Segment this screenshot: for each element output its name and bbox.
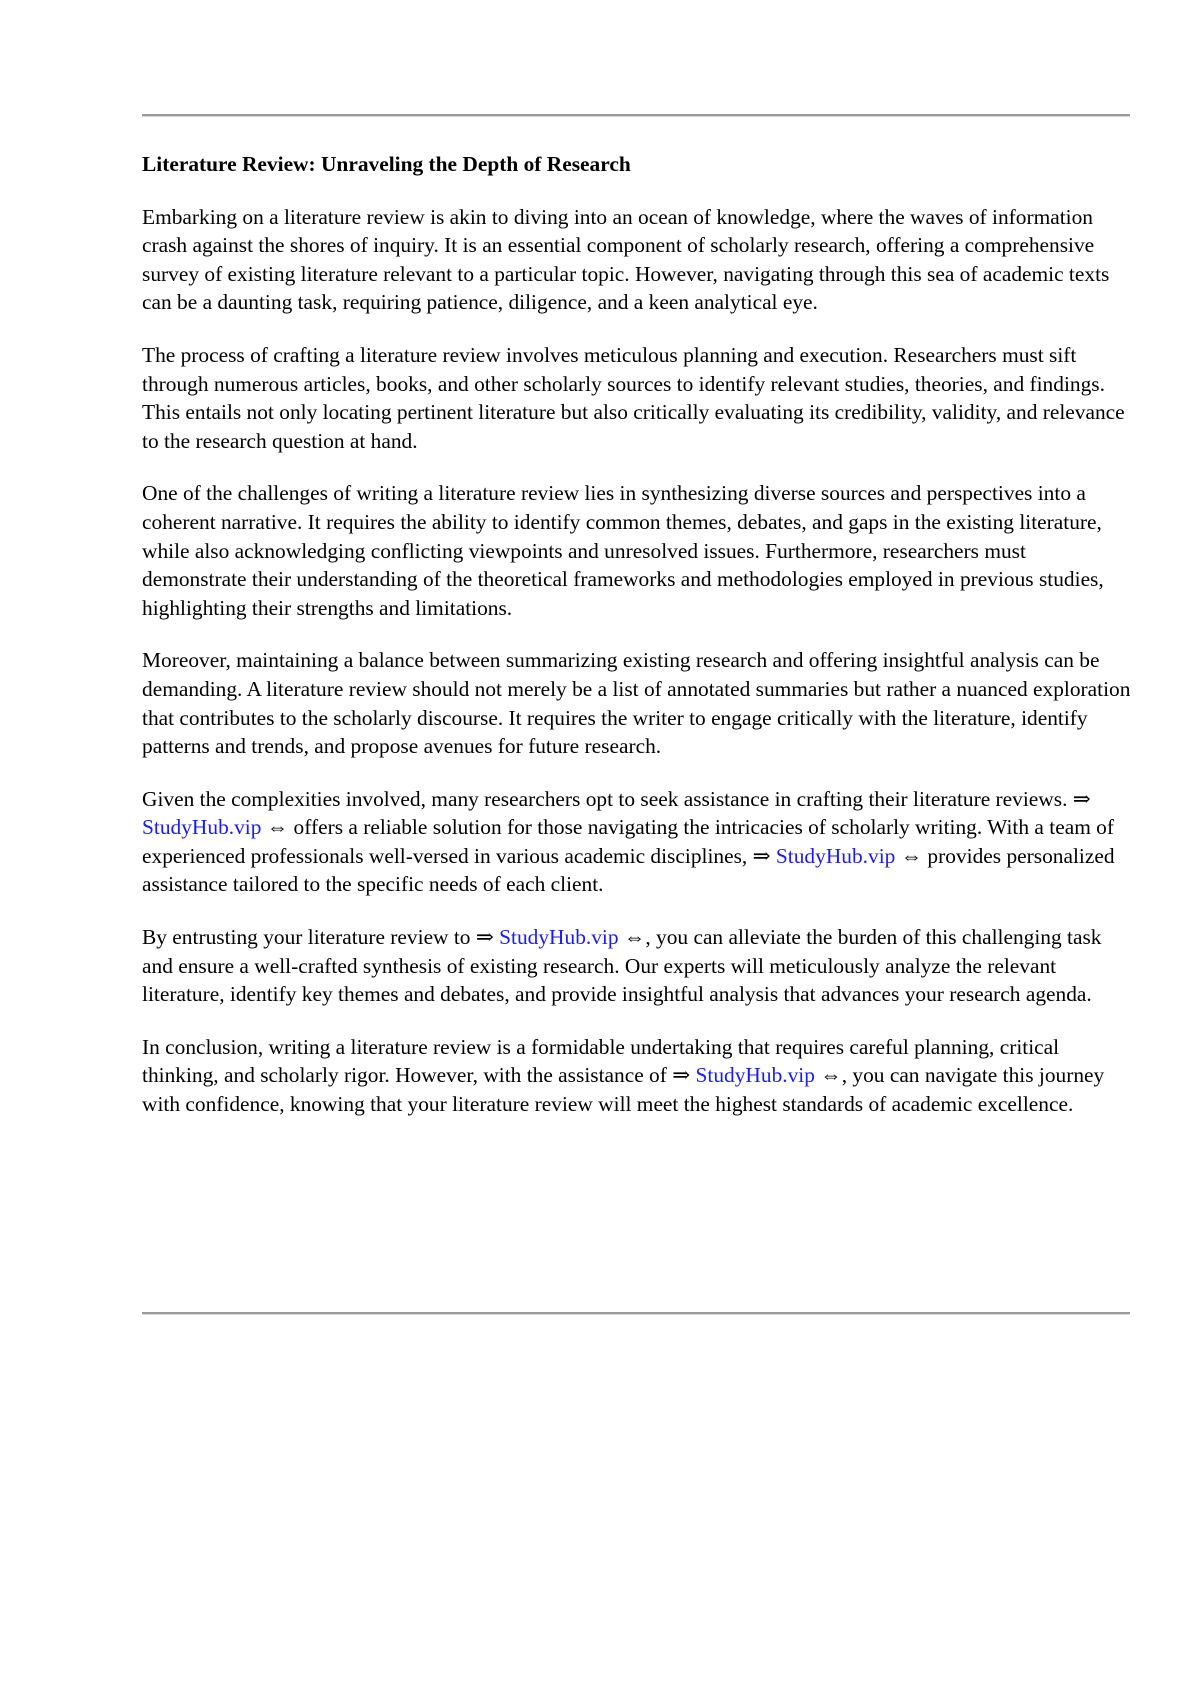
paragraph-7-text-1: In conclusion, writing a literature review is a formidable undertaking that requires careful planning, critical thinking, and scholarly rigor. However, with the assistance of ⇒: [142, 1034, 1060, 1088]
paragraph-5: [142, 785, 1132, 899]
paragraph-6-text-2: ⇔, you can alleviate the burden of this challenging task and ensure a well-crafted synthesis of existing research. Our experts will meticulously analyze the relevant literature, identify key themes and debates, and provide insightful analysis that advances your research agenda.: [142, 925, 1102, 1007]
top-divider: [142, 114, 1130, 117]
studyhub-link[interactable]: StudyHub.vip: [695, 1063, 815, 1088]
paragraph-2: The process of crafting a literature review involves meticulous planning and execution. Researchers must sift through numerous articles, books, and other scholarly sources to identify relevant studies, theories, and findings. This entails not only locating pertinent literature but also critically evaluating its credibility, validity, and relevance to the research question at hand.: [142, 342, 1125, 453]
paragraph-1: Embarking on a literature review is akin to diving into an ocean of knowledge, where the waves of information crash against the shores of inquiry. It is an essential component of scholarly research, offering a comprehensive survey of existing literature relevant to a particular topic. However, navigating through this sea of academic texts can be a daunting task, requiring patience, diligence, and a keen analytical eye.: [142, 204, 1110, 315]
paragraph-7: [142, 1033, 1132, 1119]
paragraph-5-text-3: ⇔ provides personalized assistance tailored to the specific needs of each client.: [142, 843, 1115, 897]
paragraph-6-text-1: By entrusting your literature review to ⇒: [142, 925, 500, 950]
paragraph-5-text-1: Given the complexities involved, many researchers opt to seek assistance in crafting their literature reviews. ⇒: [142, 786, 1091, 811]
studyhub-link[interactable]: StudyHub.vip: [775, 843, 896, 868]
studyhub-link[interactable]: StudyHub.vip: [499, 925, 619, 950]
paragraph-6: [142, 923, 1132, 1009]
document-body: [142, 150, 1132, 1143]
paragraph-5-text-2: ⇔ offers a reliable solution for those navigating the intricacies of scholarly writing. With a team of experienced professionals well-versed in various academic disciplines, ⇒: [142, 815, 1114, 868]
paragraph-7-text-2: ⇔, you can navigate this journey with confidence, knowing that your literature review will meet the highest standards of academic excellence.: [142, 1063, 1105, 1117]
bottom-divider: [142, 1312, 1130, 1315]
document-title: Literature Review: Unraveling the Depth of Research: [142, 152, 631, 176]
paragraph-4: Moreover, maintaining a balance between summarizing existing research and offering insightful analysis can be demanding. A literature review should not merely be a list of annotated summaries but rather a nuanced exploration that contributes to the scholarly discourse. It requires the writer to engage critically with the literature, identify patterns and trends, and propose avenues for future research.: [142, 648, 1131, 759]
paragraph-3: One of the challenges of writing a literature review lies in synthesizing diverse sources and perspectives into a coherent narrative. It requires the ability to identify common themes, debates, and gaps in the existing literature, while also acknowledging conflicting viewpoints and unresolved issues. Furthermore, researchers must demonstrate their understanding of the theoretical frameworks and methodologies employed in previous studies, highlighting their strengths and limitations.: [142, 481, 1104, 620]
studyhub-link[interactable]: StudyHub.vip: [142, 815, 262, 840]
